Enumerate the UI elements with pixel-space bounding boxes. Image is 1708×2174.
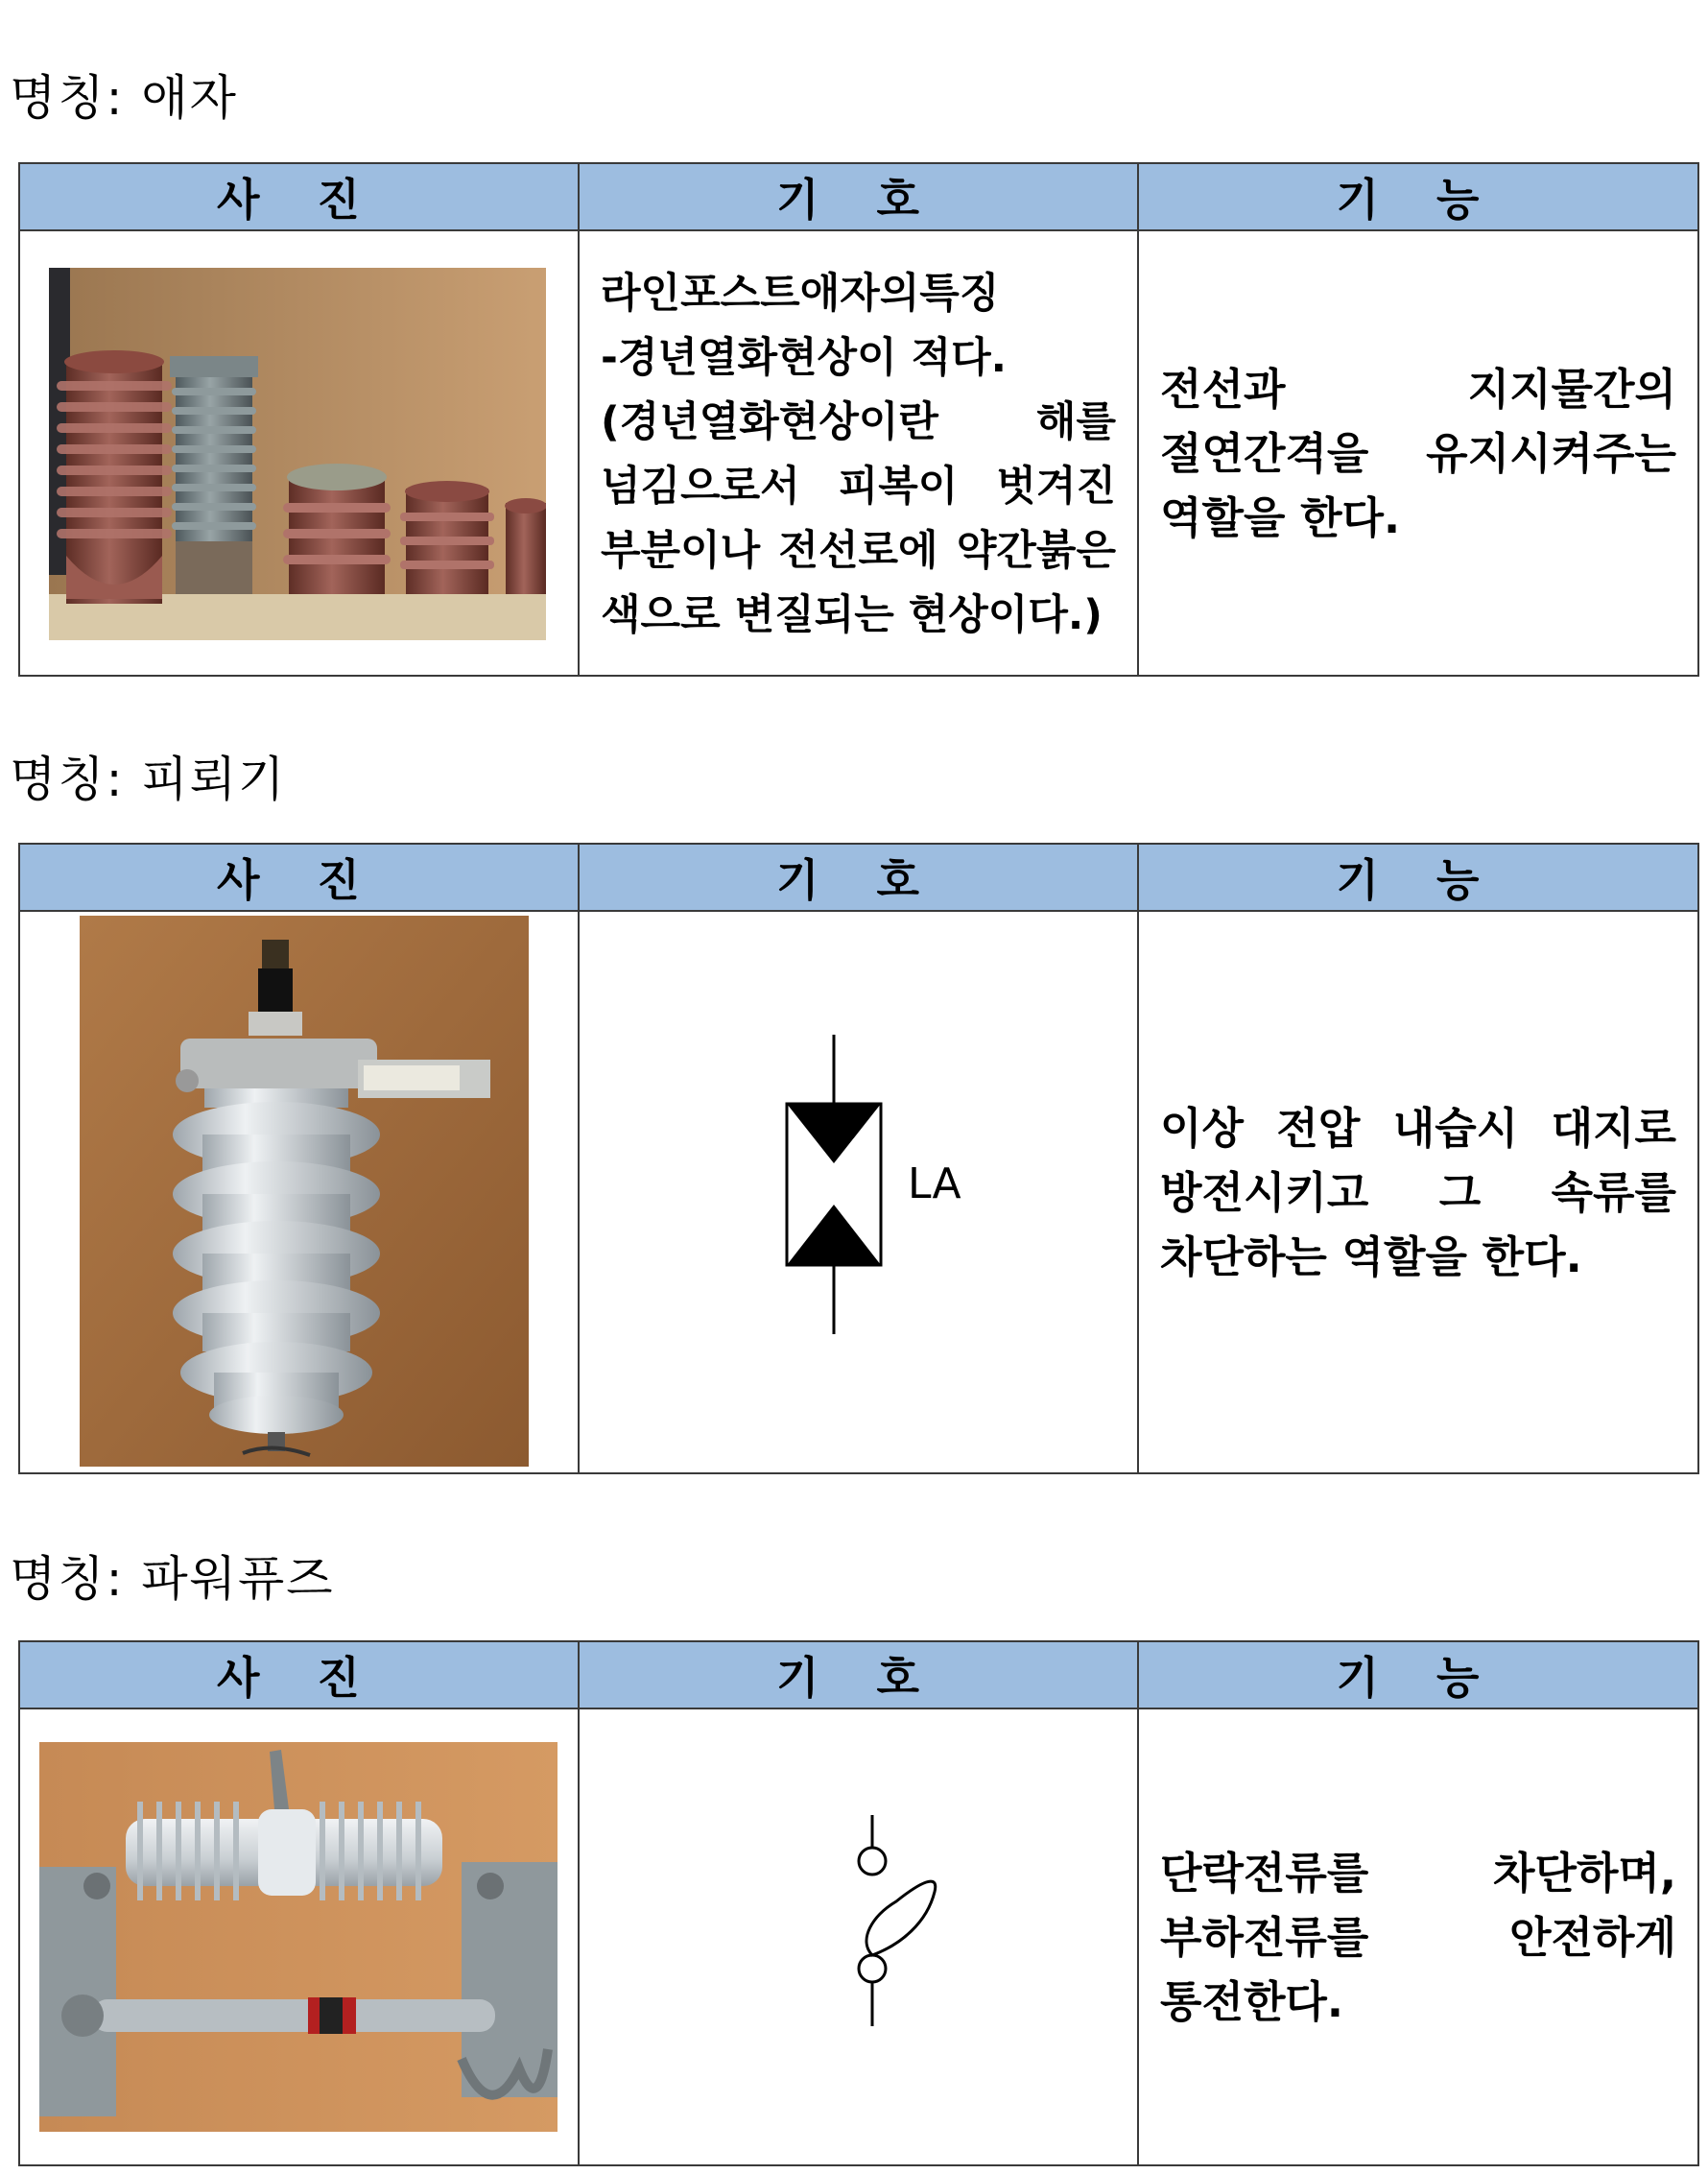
section-title-arrester: 명칭: 피뢰기 xyxy=(10,752,287,807)
insulator-photo xyxy=(49,268,546,640)
arrester-table xyxy=(18,843,1699,1474)
symbol-cell xyxy=(579,911,1138,1473)
header-symbol: 기 호 xyxy=(579,844,1138,911)
desc-line-title: 라인포스트애자의특징 xyxy=(601,270,1000,318)
function-cell xyxy=(1138,1708,1698,2165)
symbol-cell xyxy=(579,1708,1138,2165)
section-title-insulator: 명칭: 애자 xyxy=(10,70,238,126)
symbol-label-la: LA xyxy=(908,1159,961,1208)
power-fuse-photo xyxy=(39,1742,557,2132)
header-symbol: 기 호 xyxy=(579,1641,1138,1708)
photo-cell xyxy=(19,1708,579,2165)
function-cell xyxy=(1138,911,1698,1473)
arrester-photo xyxy=(80,916,529,1467)
header-function: 기 능 xyxy=(1138,844,1698,911)
function-text: 이상 전압 내습시 대지로 방전시키고 그 속류를 차단하는 역할을 한다. xyxy=(1160,1102,1676,1282)
desc-line-definition: (경년열화현상이란 해를 넘김으로서 피복이 벗겨진 부분이나 전선로에 약간붉은 색으로 변질되는 현상이다.) xyxy=(601,398,1116,639)
header-function: 기 능 xyxy=(1138,1641,1698,1708)
header-function: 기 능 xyxy=(1138,163,1698,230)
desc-line-feature: -경년열화현상이 적다. xyxy=(601,334,1007,382)
header-photo: 사 진 xyxy=(19,1641,579,1708)
lightning-arrester-symbol xyxy=(580,912,1139,1472)
function-text: 단락전류를 차단하며, 부하전류를 안전하게 통전한다. xyxy=(1160,1847,1676,2027)
header-photo: 사 진 xyxy=(19,163,579,230)
power-fuse-table xyxy=(18,1640,1699,2166)
function-text: 전선과 지지물간의 절연간격을 유지시켜주는 역할을 한다. xyxy=(1160,363,1676,543)
header-symbol: 기 호 xyxy=(579,163,1138,230)
header-photo: 사 진 xyxy=(19,844,579,911)
photo-cell xyxy=(19,911,579,1473)
symbol-description xyxy=(601,262,1116,648)
symbol-cell xyxy=(579,230,1138,676)
function-cell xyxy=(1138,230,1698,676)
insulator-table xyxy=(18,162,1699,677)
power-fuse-symbol xyxy=(580,1709,1139,2164)
section-title-power-fuse: 명칭: 파워퓨즈 xyxy=(10,1551,335,1607)
photo-cell xyxy=(19,230,579,676)
